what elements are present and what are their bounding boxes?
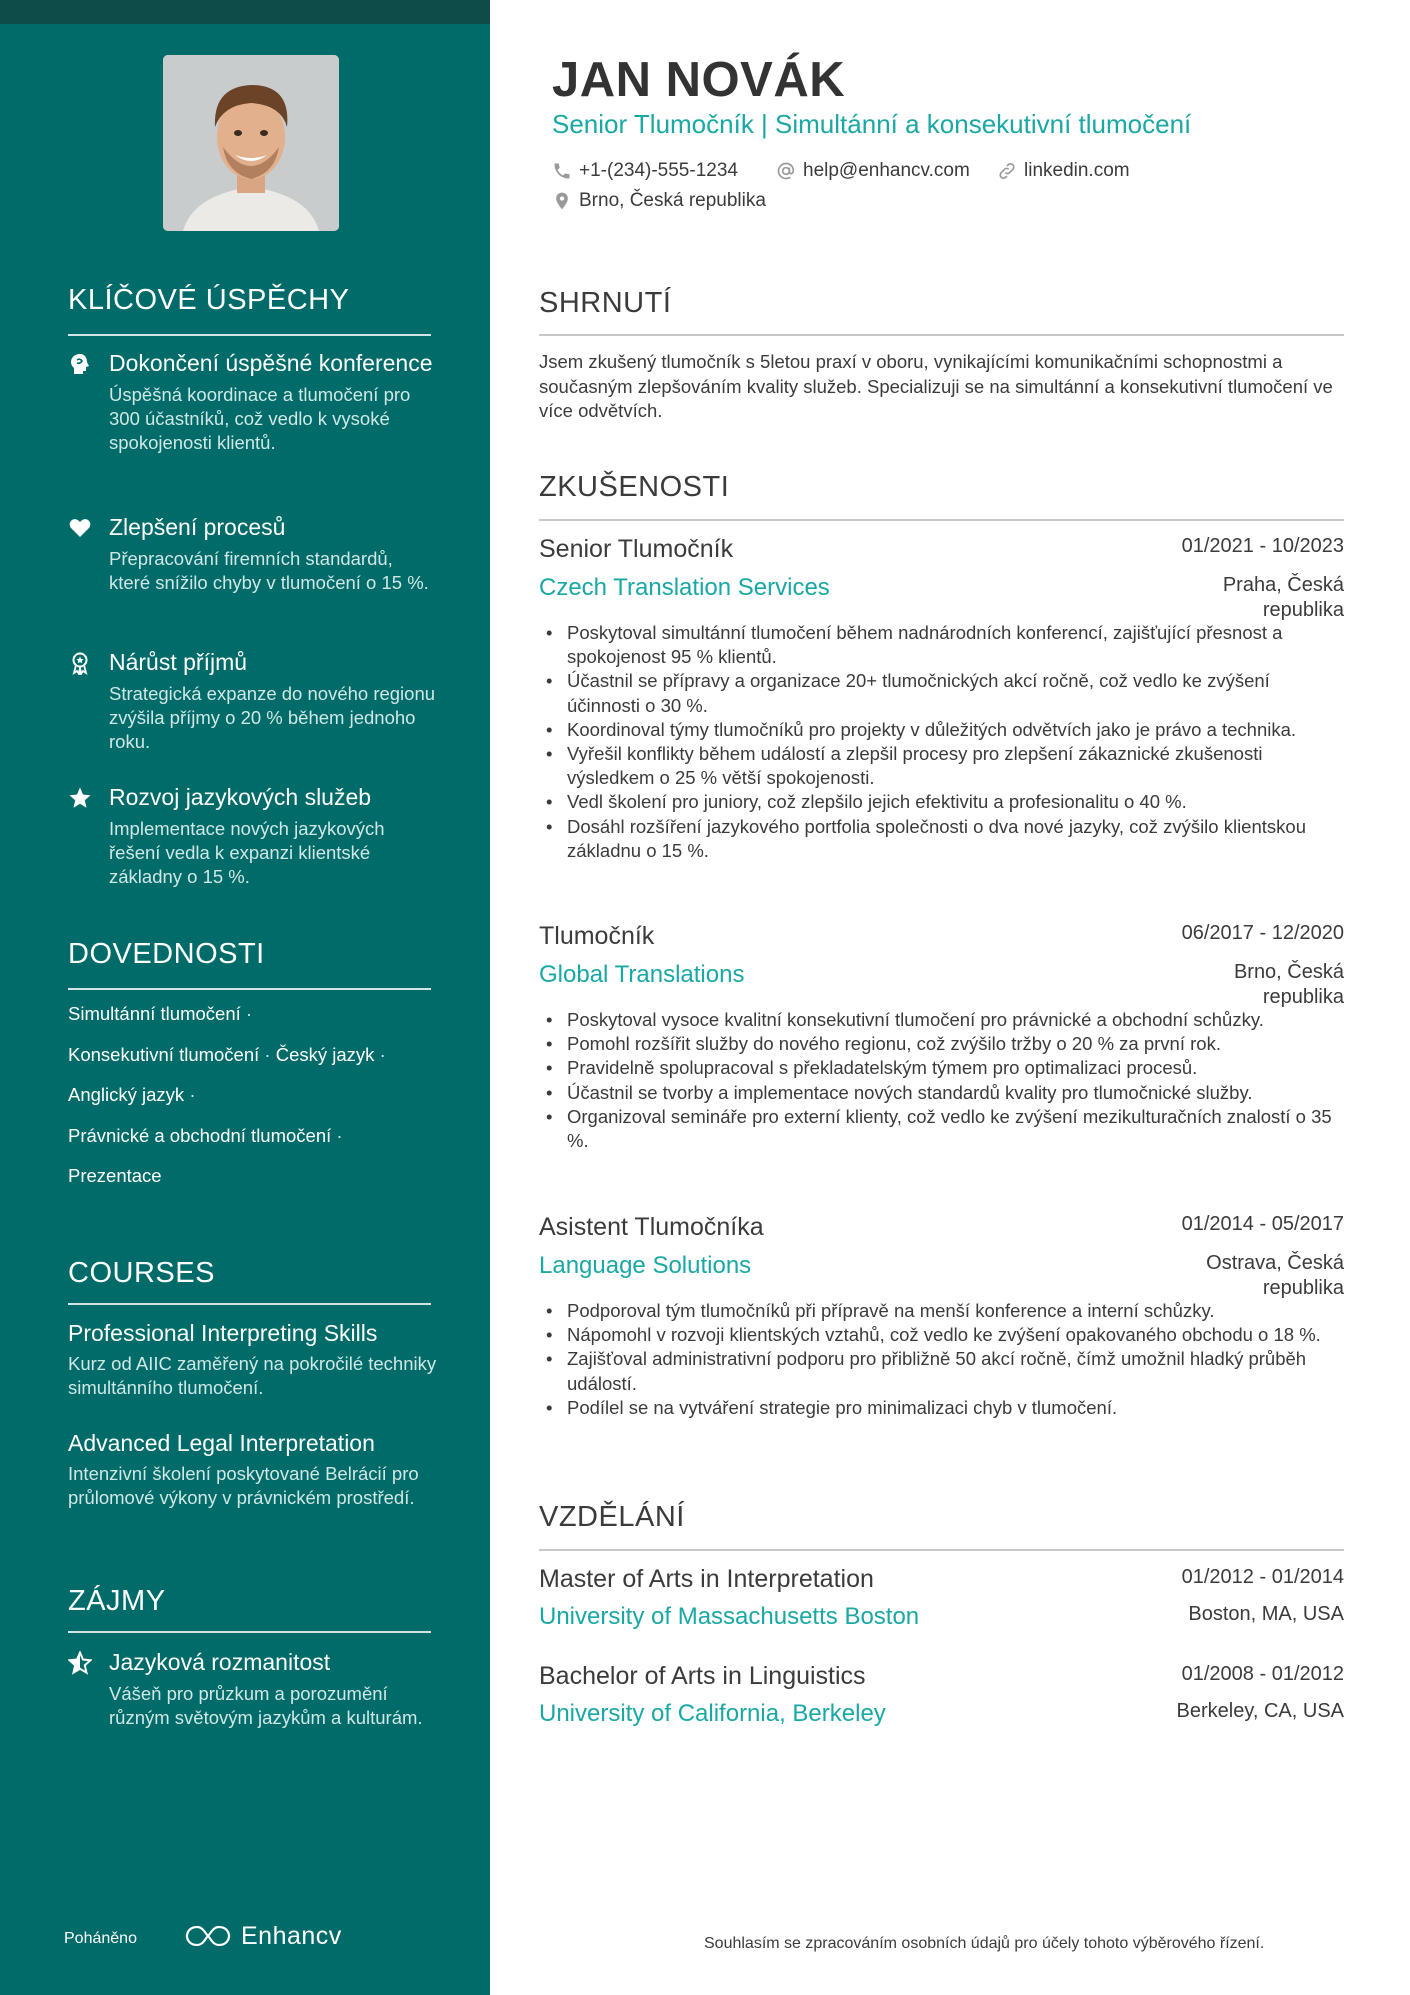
achievement-item bbox=[68, 782, 438, 889]
course-item bbox=[68, 1318, 438, 1400]
at-icon bbox=[776, 161, 796, 181]
skill-line bbox=[68, 1043, 448, 1084]
enhancv-logo[interactable] bbox=[185, 1921, 342, 1951]
job-bullet: • Účastnil se tvorby a implementace nových standardů kvality pro tlumočnické služby. bbox=[539, 1081, 1339, 1105]
achievements-title: KLÍČOVÉ ÚSPĚCHY bbox=[68, 284, 350, 316]
job-bullet: • Organizoval semináře pro externí klienty, což vedlo ke zvýšení mezikulturačních znalostí o 35 %. bbox=[539, 1105, 1339, 1153]
interest-item bbox=[68, 1647, 438, 1730]
experience-entry bbox=[539, 532, 1344, 863]
candidate-headline: Senior Tlumočník | Simultánní a konsekutivní tlumočení bbox=[552, 109, 1192, 139]
job-title: Asistent Tlumočníka bbox=[539, 1213, 764, 1241]
course-item bbox=[68, 1428, 438, 1510]
email-text: help@enhancv.com bbox=[803, 160, 970, 181]
edu-location: Berkeley, CA, USA bbox=[1176, 1700, 1344, 1722]
achievement-title: Dokončení úspěšné konference bbox=[109, 350, 433, 376]
powered-by-label: Poháněno bbox=[64, 1930, 137, 1947]
skill-line bbox=[68, 1083, 448, 1124]
job-company: Language Solutions bbox=[539, 1252, 752, 1279]
edu-degree: Master of Arts in Interpretation bbox=[539, 1565, 874, 1593]
job-dates: 01/2021 - 10/2023 bbox=[1181, 535, 1344, 557]
job-bullet: • Pravidelně spolupracoval s překladatelským týmem pro optimalizaci procesů. bbox=[539, 1056, 1339, 1080]
job-location: Ostrava, Česká republika bbox=[1206, 1252, 1344, 1299]
course-title: Advanced Legal Interpretation bbox=[68, 1430, 375, 1456]
location-pin-icon bbox=[552, 191, 572, 211]
consent-text: Souhlasím se zpracováním osobních údajů pro účely tohoto výběrového řízení. bbox=[704, 1935, 1265, 1952]
job-bullets bbox=[539, 621, 1344, 863]
phone-text: +1-(234)-555-1234 bbox=[579, 160, 738, 181]
job-bullet: • Podporoval tým tlumočníků při přípravě na menší konference a interní schůzky. bbox=[539, 1299, 1339, 1323]
profile-photo bbox=[163, 55, 339, 231]
skill-item: Anglický jazyk bbox=[68, 1084, 185, 1105]
job-bullets bbox=[539, 1299, 1344, 1420]
achievement-desc: Strategická expanze do nového regionu zvýšila příjmy o 20 % během jednoho roku. bbox=[109, 683, 436, 752]
skill-item: Simultánní tlumočení bbox=[68, 1003, 241, 1024]
summary-text: Jsem zkušený tlumočník s 5letou praxí v oboru, vynikajícími komunikačními schopnostmi a současným zlepšováním kvality služeb. Specializuji se na simultánní a konsekutivní tlumočení ve více odvětvích. bbox=[539, 351, 1333, 421]
achievements-divider bbox=[68, 334, 431, 336]
location-text: Brno, Česká republika bbox=[579, 190, 766, 211]
job-dates: 06/2017 - 12/2020 bbox=[1181, 922, 1344, 944]
interest-desc: Vášeň pro průzkum a porozumění různým světovým jazykům a kulturám. bbox=[109, 1683, 423, 1728]
job-location: Brno, Česká republika bbox=[1233, 961, 1344, 1008]
achievement-item bbox=[68, 647, 438, 754]
edu-dates: 01/2012 - 01/2014 bbox=[1181, 1566, 1344, 1588]
course-title: Professional Interpreting Skills bbox=[68, 1320, 378, 1346]
job-bullet: • Poskytoval simultánní tlumočení během nadnárodních konferencí, zajišťující přesnost a spokojenost 95 % klientů. bbox=[539, 621, 1339, 669]
skill-separator: · bbox=[245, 1003, 253, 1024]
heart-icon bbox=[68, 516, 92, 540]
achievement-item bbox=[68, 348, 438, 455]
achievement-title: Zlepšení procesů bbox=[109, 514, 286, 540]
job-company: Global Translations bbox=[539, 961, 745, 988]
experience-title: ZKUŠENOSTI bbox=[539, 471, 730, 503]
achievement-item bbox=[68, 512, 438, 595]
job-bullet: • Koordinoval týmy tlumočníků pro projekty v důležitých odvětvích jako je právo a technika. bbox=[539, 718, 1339, 742]
experience-entry bbox=[539, 919, 1344, 1153]
contact-email[interactable] bbox=[776, 160, 970, 182]
experience-divider bbox=[539, 519, 1344, 521]
education-title: VZDĚLÁNÍ bbox=[539, 1501, 685, 1533]
link-icon bbox=[997, 161, 1017, 181]
job-bullet: • Účastnil se přípravy a organizace 20+ tlumočnických akcí ročně, což vedlo ke zvýšení účinnosti o 30 %. bbox=[539, 669, 1339, 717]
interest-title: Jazyková rozmanitost bbox=[109, 1649, 331, 1675]
job-bullet: • Dosáhl rozšíření jazykového portfolia společnosti o dva nové jazyky, což zvýšilo klientskou základnu o 15 %. bbox=[539, 815, 1339, 863]
job-title: Senior Tlumočník bbox=[539, 535, 734, 563]
job-bullet: • Poskytoval vysoce kvalitní konsekutivní tlumočení pro právnické a obchodní schůzky. bbox=[539, 1008, 1339, 1032]
award-icon bbox=[68, 651, 92, 675]
skill-line bbox=[68, 1002, 448, 1043]
skills-list bbox=[68, 1002, 448, 1205]
interests-title: ZÁJMY bbox=[68, 1585, 166, 1617]
skills-divider bbox=[68, 988, 431, 990]
skill-separator: · bbox=[189, 1084, 196, 1105]
course-desc: Kurz od AIIC zaměřený na pokročilé techniky simultánního tlumočení. bbox=[68, 1353, 437, 1398]
edu-school: University of California, Berkeley bbox=[539, 1700, 886, 1727]
star-icon bbox=[68, 786, 92, 810]
skills-title: DOVEDNOSTI bbox=[68, 938, 265, 970]
edu-location: Boston, MA, USA bbox=[1188, 1603, 1344, 1625]
edu-dates: 01/2008 - 01/2012 bbox=[1181, 1663, 1344, 1685]
education-entry bbox=[539, 1563, 1344, 1632]
interests-divider bbox=[68, 1631, 431, 1633]
achievement-desc: Přepracování firemních standardů, které snížilo chyby v tlumočení o 15 %. bbox=[109, 548, 429, 593]
skill-separator: · bbox=[264, 1043, 271, 1065]
job-bullet: • Vedl školení pro juniory, což zlepšilo jejich efektivitu a profesionalitu o 40 %. bbox=[539, 790, 1339, 814]
education-divider bbox=[539, 1549, 1344, 1551]
experience-entry bbox=[539, 1210, 1344, 1420]
job-bullet: • Nápomohl v rozvoji klientských vztahů, což vedlo ke zvýšení opakovaného obchodu o 18 %. bbox=[539, 1323, 1339, 1347]
brand-name: Enhancv bbox=[241, 1921, 342, 1950]
education-entry bbox=[539, 1660, 1344, 1729]
candidate-name: JAN NOVÁK bbox=[552, 53, 846, 107]
job-bullet: • Vyřešil konflikty během událostí a zlepšil procesy pro zlepšení zákaznické zkušenosti výsledkem o 25 % větší spokojenosti. bbox=[539, 742, 1339, 790]
linkedin-text: linkedin.com bbox=[1024, 160, 1130, 181]
phone-icon bbox=[552, 161, 572, 181]
skill-item: Český jazyk bbox=[275, 1043, 375, 1065]
achievement-desc: Úspěšná koordinace a tlumočení pro 300 účastníků, což vedlo k vysoké spokojenosti klientů. bbox=[109, 384, 411, 453]
skill-item: Právnické a obchodní tlumočení bbox=[68, 1124, 332, 1146]
star-half-icon bbox=[68, 1651, 92, 1675]
achievement-title: Rozvoj jazykových služeb bbox=[109, 784, 372, 810]
job-bullet: • Podílel se na vytváření strategie pro minimalizaci chyb v tlumočení. bbox=[539, 1396, 1339, 1420]
sidebar-top-bar bbox=[0, 0, 490, 24]
skill-item: Konsekutivní tlumočení bbox=[68, 1043, 260, 1065]
job-bullet: • Pomohl rozšířit služby do nového regionu, což zvýšilo tržby o 20 % za první rok. bbox=[539, 1032, 1339, 1056]
achievement-desc: Implementace nových jazykových řešení vedla k expanzi klientské základny o 15 %. bbox=[109, 818, 385, 887]
job-location: Praha, Česká republika bbox=[1222, 574, 1344, 621]
brain-icon bbox=[68, 352, 92, 376]
job-bullets bbox=[539, 1008, 1344, 1153]
courses-divider bbox=[68, 1303, 431, 1305]
skill-separator: · bbox=[336, 1124, 343, 1146]
job-bullet: • Zajišťoval administrativní podporu pro přibližně 50 akcí ročně, čímž umožnil hladký průběh událostí. bbox=[539, 1347, 1339, 1395]
skill-separator: · bbox=[379, 1043, 386, 1065]
contact-location bbox=[552, 190, 766, 212]
contact-phone[interactable] bbox=[552, 160, 738, 182]
courses-title: COURSES bbox=[68, 1257, 215, 1289]
summary-divider bbox=[539, 334, 1344, 336]
edu-degree: Bachelor of Arts in Linguistics bbox=[539, 1662, 866, 1690]
edu-school: University of Massachusetts Boston bbox=[539, 1603, 920, 1630]
profile-photo-illustration bbox=[163, 55, 339, 231]
achievement-title: Nárůst příjmů bbox=[109, 649, 248, 675]
job-dates: 01/2014 - 05/2017 bbox=[1181, 1213, 1344, 1235]
skill-line bbox=[68, 1164, 448, 1205]
skill-item: Prezentace bbox=[68, 1165, 162, 1186]
contact-linkedin[interactable] bbox=[997, 160, 1130, 182]
job-company: Czech Translation Services bbox=[539, 574, 830, 601]
summary-title: SHRNUTÍ bbox=[539, 287, 672, 319]
job-title: Tlumočník bbox=[539, 922, 655, 950]
infinity-icon bbox=[185, 1923, 231, 1949]
course-desc: Intenzivní školení poskytované Belrácií pro průlomové výkony v právnickém prostředí. bbox=[68, 1463, 419, 1508]
sidebar bbox=[0, 0, 490, 1995]
skill-line bbox=[68, 1124, 448, 1165]
